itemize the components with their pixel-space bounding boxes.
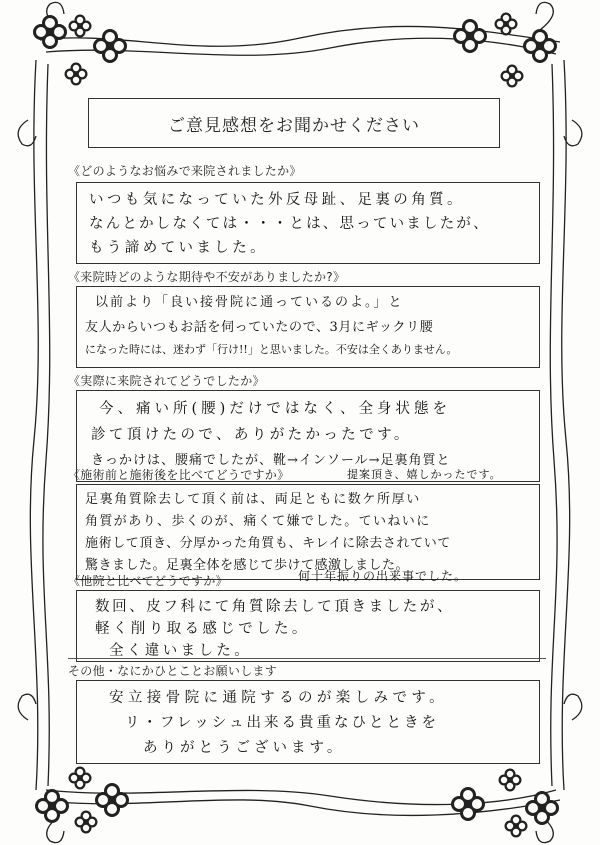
answer-box-compare-clinics[interactable] <box>76 590 540 662</box>
feedback-form <box>68 158 546 772</box>
clover-flower-icon <box>95 783 129 817</box>
question-worries: 《どのようなお悩みで来院されましたか》 <box>68 164 302 178</box>
question-expectations: 《来院時どのような期待や不安がありましたか?》 <box>68 270 346 284</box>
answer-line: 今、痛い所(腰)だけではなく、全身状態を <box>99 401 452 417</box>
question-other-comments: その他・なにかひとことお願いします <box>68 664 278 678</box>
answer-line: 施術して頂き、分厚かった角質も、キレイに除去されていて <box>85 536 451 551</box>
answer-line: 全く違いました。 <box>109 643 253 659</box>
clover-flower-icon <box>505 815 528 838</box>
clover-flower-icon <box>35 789 69 823</box>
clover-flower-icon <box>453 19 487 53</box>
form-title: ご意見感想をお聞かせください <box>88 98 500 148</box>
answer-line: 軽く削り取る感じでした。 <box>95 621 310 637</box>
answer-line: もう諦めていました。 <box>89 240 268 256</box>
answer-box-before-after[interactable] <box>76 484 540 580</box>
answer-extra-note: 提案頂き、嬉しかったです。 <box>347 468 502 481</box>
answer-line: になった時には、迷わず「行け!!」と思いました。不安は全くありません。 <box>85 343 458 356</box>
section-divider <box>68 658 546 659</box>
answer-line: 友人からいつもお話を伺っていたので、3月にギックリ腰 <box>85 320 434 335</box>
answer-line: 足裏角質除去して頂く前は、両足ともに数ケ所厚い <box>85 492 421 507</box>
clover-flower-icon <box>525 791 559 825</box>
clover-flower-icon <box>93 29 127 63</box>
answer-line: 数回、皮フ科にて角質除去して頂きましたが、 <box>95 599 455 615</box>
answer-line: 驚きました。足裏全体を感じて歩けて感激しました。 <box>85 558 410 573</box>
clover-flower-icon <box>65 63 88 86</box>
clover-flower-icon <box>75 811 98 834</box>
answer-line: きっかけは、腰痛でしたが、靴→インソール→足裏角質と <box>91 453 451 468</box>
clover-flower-icon <box>501 65 524 88</box>
answer-line: 角質があり、歩くのが、痛くて嫌でした。ていねいに <box>85 514 431 529</box>
clover-flower-icon <box>523 29 557 63</box>
answer-line: なんとかしなくては・・・とは、思っていましたが、 <box>89 216 490 232</box>
answer-line: 診て頂けたので、ありがたかったです。 <box>91 427 412 443</box>
answer-box-other-comments[interactable] <box>76 680 540 764</box>
clover-flower-icon <box>69 15 92 38</box>
answer-box-expectations[interactable] <box>76 286 540 368</box>
answer-line: いつも気になっていた外反母趾、足裏の角質。 <box>89 192 465 208</box>
clover-flower-icon <box>495 13 518 36</box>
question-before-after: 《施術前と施術後を比べてどうですか》 <box>68 468 290 482</box>
clover-flower-icon <box>33 15 67 49</box>
question-actual-visit: 《実際に来院されてどうでしたか》 <box>68 374 265 388</box>
question-compare-clinics: 《他院と比べてどうですか》 <box>68 574 228 588</box>
answer-line: ありがとうございます。 <box>143 740 346 756</box>
answer-line: リ・フレッシュ出来る貴重なひとときを <box>125 715 439 731</box>
answer-line: 安立接骨院に通院するのが楽しみです。 <box>109 690 449 706</box>
clover-flower-icon <box>451 787 485 821</box>
answer-line: 以前より「良い接骨院に通っているのよ。」と <box>95 295 404 310</box>
answer-box-worries[interactable] <box>76 182 540 264</box>
answer-extra-note: 何十年振りの出来事でした。 <box>298 569 468 583</box>
